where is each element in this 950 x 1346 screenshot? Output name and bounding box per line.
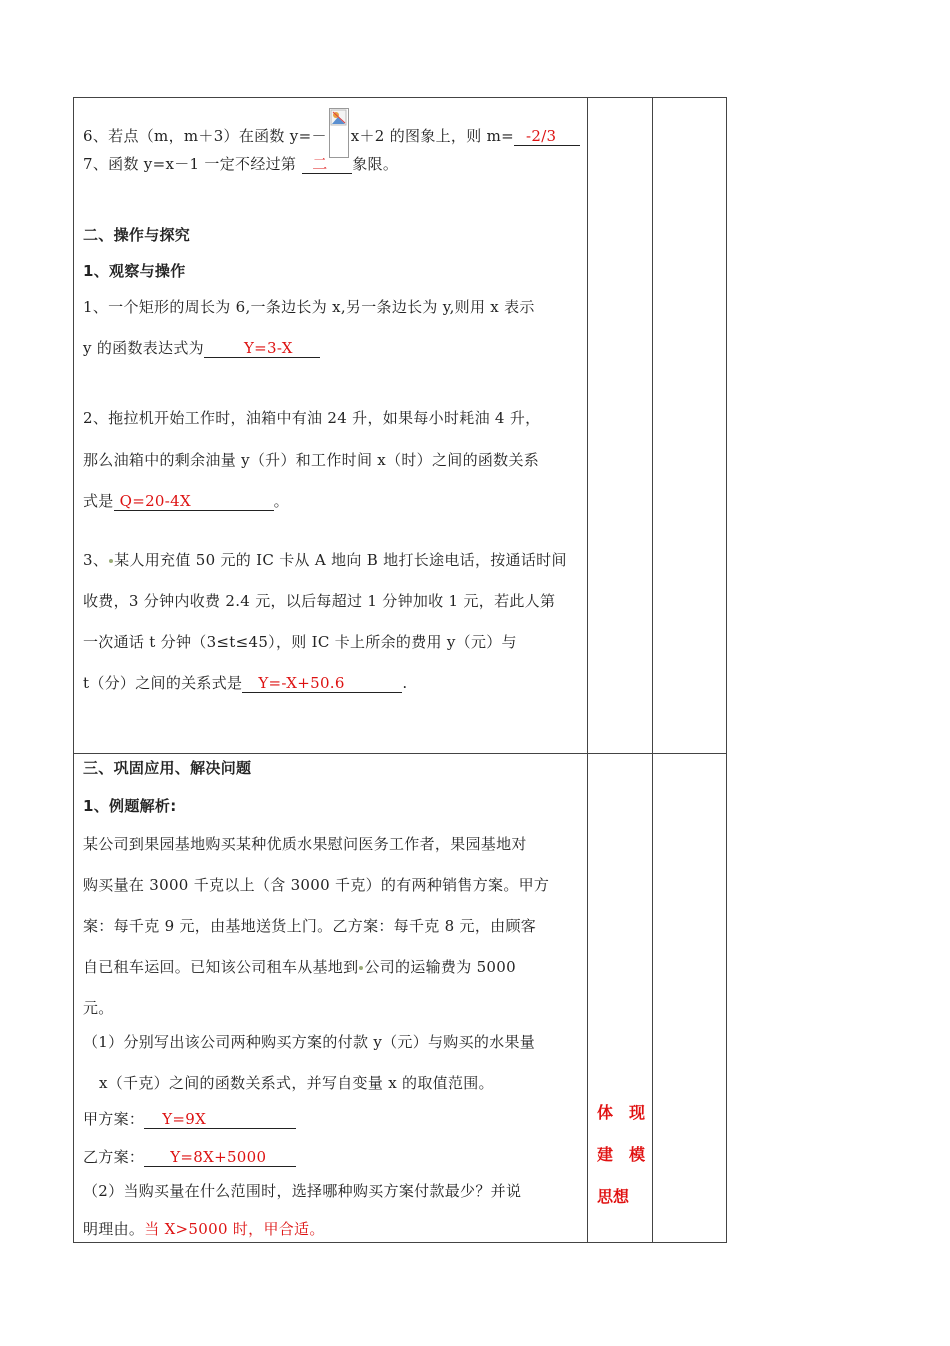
- question-2-line-1: （2）当购买量在什么范围时，选择哪种购买方案付款最少？并说: [83, 1182, 522, 1200]
- section-2-heading: 二、操作与探究: [83, 226, 191, 244]
- side-note-line-3: 思想: [597, 1187, 630, 1206]
- plan-a-row: [83, 1107, 587, 1131]
- example-line-4: [83, 955, 587, 979]
- section-3-heading: 三、巩固应用、解决问题: [83, 759, 252, 777]
- problem-3-suffix: .: [402, 674, 408, 692]
- question-1-line-2: x（千克）之间的函数关系式，并写自变量 x 的取值范围。: [99, 1074, 494, 1092]
- problem-1-line-2: [83, 336, 587, 360]
- question-7-suffix: 象限。: [352, 155, 399, 173]
- section-2-subheading: 1、观察与操作: [83, 262, 186, 280]
- problem-3-text: 某人用充值 50 元的 IC 卡从 A 地向 B 地打长途电话，按通话时间: [114, 551, 567, 569]
- dot-mark-icon: [109, 559, 113, 563]
- plan-b-answer: Y=8X+5000: [170, 1148, 267, 1166]
- plan-a-answer: Y=9X: [162, 1110, 207, 1128]
- problem-2-line-1: 2、拖拉机开始工作时，油箱中有油 24 升，如果每小时耗油 4 升，: [83, 409, 541, 427]
- question-6-answer: -2/3: [525, 127, 557, 145]
- question-6: [83, 112, 587, 145]
- problem-3-line-3: 一次通话 t 分钟（3≤t≤45），则 IC 卡上所余的费用 y（元）与: [83, 633, 517, 651]
- example-line-3: 案：每千克 9 元，由基地送货上门。乙方案：每千克 8 元，由顾客: [83, 917, 537, 935]
- section-3-subheading: 1、例题解析:: [83, 797, 177, 815]
- problem-1-text: y 的函数表达式为: [83, 339, 204, 357]
- example-line-4-b: 公司的运输费为 5000: [364, 958, 516, 976]
- problem-3-number: 3、: [83, 551, 109, 569]
- question-6-text: 6、若点（m，m＋3）在函数 y=－: [83, 127, 327, 145]
- plan-a-label: 甲方案：: [83, 1110, 145, 1128]
- content-cell-1: [74, 98, 588, 754]
- side-cell-1: [588, 98, 653, 754]
- question-7-answer: 二: [312, 155, 328, 173]
- dot-mark-icon: [359, 966, 363, 970]
- question-7-text: 7、函数 y=x－1 一定不经过第: [83, 155, 297, 173]
- notes-cell-2: [653, 754, 727, 1243]
- fraction-image-icon: [329, 108, 349, 158]
- question-2-line-2: [83, 1217, 587, 1241]
- example-line-2: 购买量在 3000 千克以上（含 3000 千克）的有两种销售方案。甲方: [83, 876, 550, 894]
- question-2-answer: 当 X>5000 时，甲合适。: [144, 1220, 325, 1238]
- problem-1-answer: Y=3-X: [243, 339, 293, 357]
- question-2-text: 明理由。: [83, 1220, 145, 1238]
- question-7: [83, 152, 587, 176]
- problem-1-line-1: 1、一个矩形的周长为 6,一条边长为 x,另一条边长为 y,则用 x 表示: [83, 298, 535, 316]
- problem-3-line-4: [83, 671, 587, 695]
- problem-3-answer: Y=-X+50.6: [258, 674, 345, 692]
- problem-2-suffix: 。: [273, 492, 289, 510]
- example-line-1: 某公司到果园基地购买某种优质水果慰问医务工作者，果园基地对: [83, 835, 527, 853]
- example-line-5: 元。: [83, 999, 114, 1017]
- question-1-line-1: （1）分别写出该公司两种购买方案的付款 y（元）与购买的水果量: [83, 1033, 536, 1051]
- lesson-table: [73, 97, 727, 1243]
- problem-2-line-2: 那么油箱中的剩余油量 y（升）和工作时间 x（时）之间的函数关系: [83, 451, 540, 469]
- problem-3-line-1: [83, 548, 587, 572]
- content-cell-2: [74, 754, 588, 1243]
- problem-2-line-3: [83, 489, 587, 513]
- problem-3-text-2: t（分）之间的关系式是: [83, 674, 243, 692]
- plan-b-label: 乙方案：: [83, 1148, 145, 1166]
- side-note-line-2: 建 模: [597, 1145, 646, 1164]
- question-6-text-2: x＋2 的图象上，则 m=: [350, 127, 514, 145]
- plan-b-row: [83, 1145, 587, 1169]
- side-cell-2: [588, 754, 653, 1243]
- problem-2-answer: Q=20-4X: [119, 492, 191, 510]
- problem-2-text: 式是: [83, 492, 114, 510]
- example-line-4-a: 自已租车运回。已知该公司租车从基地到: [83, 958, 359, 976]
- notes-cell-1: [653, 98, 727, 754]
- side-note-line-1: 体 现: [597, 1103, 646, 1122]
- problem-3-line-2: 收费，3 分钟内收费 2.4 元，以后每超过 1 分钟加收 1 元，若此人第: [83, 592, 556, 610]
